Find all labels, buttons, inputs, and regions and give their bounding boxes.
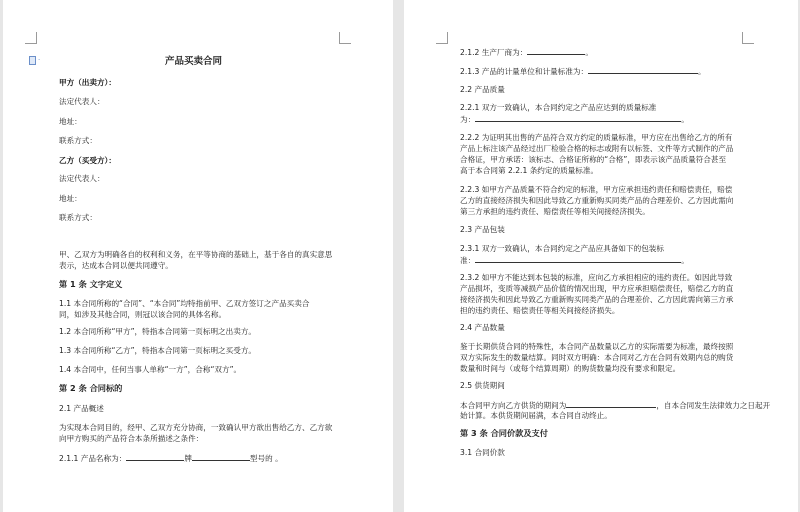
clause-text: 第三方承担的违约责任、赔偿责任等相关间接经济损失。 xyxy=(460,207,650,216)
more-icon[interactable]: · xyxy=(38,56,41,64)
section-heading: 2.2 产品质量 xyxy=(460,85,505,94)
section-heading: 2.3 产品包装 xyxy=(460,225,505,234)
supply-period-blank[interactable] xyxy=(566,399,656,408)
section-heading: 2.4 产品数量 xyxy=(460,323,505,332)
seller-contact: 联系方式： xyxy=(59,136,97,145)
product-name-label: 2.1.1 产品名称为： xyxy=(59,454,127,463)
model-label: 型号的 。 xyxy=(249,454,283,463)
clause-text: 1.1 本合同所称的“合同”、“本合同”均特指前甲、乙双方签订之产品买卖合 xyxy=(59,299,310,308)
document-page-1 xyxy=(3,0,393,512)
buyer-heading: 乙方（买受方）： xyxy=(59,156,116,165)
page-corner-mark xyxy=(339,32,351,44)
sentence-end: 。 xyxy=(681,115,689,124)
document-icon[interactable] xyxy=(29,56,36,65)
page-gap xyxy=(393,0,404,512)
manufacturer-line xyxy=(460,46,593,58)
brand-blank[interactable] xyxy=(192,452,250,461)
clause-text: 鉴于长期供货合同的特殊性，本合同产品数量以乙方的实际需要为标准，最终按照 xyxy=(460,342,734,351)
clause-text: 2.3.2 如甲方不能达到本包装的标准，应向乙方承担相应的违约责任。如因此导致 xyxy=(460,273,733,282)
clause-text: 2.2.3 如甲方产品质量不符合约定的标准，甲方应承担违约责任和赔偿责任，赔偿 xyxy=(460,185,733,194)
manufacturer-label: 2.1.2 生产厂商为： xyxy=(460,48,528,57)
seller-representative: 法定代表人： xyxy=(59,97,105,106)
clause-text: 为实现本合同目的，经甲、乙双方充分协商，一致确认甲方欲出售给乙方、乙方欲 xyxy=(59,423,333,432)
clause-text: 向甲方购买的产品符合本条所描述之条件： xyxy=(59,434,204,443)
quality-standard-blank[interactable] xyxy=(475,113,681,122)
page-corner-mark xyxy=(436,32,448,44)
page-corner-mark xyxy=(25,32,37,44)
section-heading: 3.1 合同价款 xyxy=(460,448,505,457)
clause-text: 合格证，甲方承诺：该标志、合格证所称的“合格”，即表示该产品质量符合甚至 xyxy=(460,155,727,164)
seller-address: 地址： xyxy=(59,117,82,126)
packaging-standard-blank[interactable] xyxy=(475,254,681,263)
product-name-blank[interactable] xyxy=(126,452,184,461)
section-heading: 2.1 产品概述 xyxy=(59,404,104,413)
quality-standard-label: 为： xyxy=(460,115,476,124)
clause-text: 高于本合同第 2.2.1 条约定的质量标准。 xyxy=(460,166,599,175)
section-heading: 2.5 供货期间 xyxy=(460,381,505,390)
contract-title: 产品买卖合同 xyxy=(165,56,223,67)
article-2-heading: 第 2 条 合同标的 xyxy=(59,383,123,393)
document-page-2 xyxy=(404,0,798,512)
clause-text: 数量和时间与（或每个结算周期）的购货数量均没有要求和限定。 xyxy=(460,364,681,373)
article-3-heading: 第 3 条 合同价款及支付 xyxy=(460,428,548,438)
buyer-contact: 联系方式： xyxy=(59,213,97,222)
sentence-end: 。 xyxy=(681,256,689,265)
brand-label: 牌 xyxy=(184,454,192,463)
buyer-representative: 法定代表人： xyxy=(59,174,105,183)
manufacturer-blank[interactable] xyxy=(527,46,585,55)
seller-heading: 甲方（出卖方）： xyxy=(59,78,116,87)
clause-text: 2.3.1 双方一致确认，本合同约定之产品应具备如下的包装标 xyxy=(460,244,664,253)
preamble-line: 表示，达成本合同以便共同遵守。 xyxy=(59,261,173,270)
quality-standard-line xyxy=(460,113,689,125)
clause-text: 同，如涉及其他合同，则冠以该合同的具体名称。 xyxy=(59,310,227,319)
clause-text: 产品上标注该产品经过出厂检验合格的标志或附有以标签、文件等方式制作的产品 xyxy=(460,144,734,153)
clause-text: 接经济损失和因此导致乙方重新购买同类产品的合理差价、乙方因此需向第三方承 xyxy=(460,295,734,304)
packaging-standard-line xyxy=(460,254,689,266)
product-name-line xyxy=(59,452,283,464)
clause-text: 担的违约责任、赔偿责任等相关间接经济损失。 xyxy=(460,306,620,315)
article-1-heading: 第 1 条 文字定义 xyxy=(59,279,123,289)
preamble-line: 甲、乙双方为明确各自的权利和义务，在平等协商的基础上，基于各自的真实意思 xyxy=(59,250,333,259)
clause-text: 乙方的直接经济损失和因此导致乙方重新购买同类产品的合理差价、乙方因此需向 xyxy=(460,196,734,205)
buyer-address: 地址： xyxy=(59,194,82,203)
clause-text: 2.2.1 双方一致确认，本合同约定之产品应达到的质量标准 xyxy=(460,103,657,112)
clause-text: 1.3 本合同所称“乙方”，特指本合同第一页标明之买受方。 xyxy=(59,346,257,355)
clause-text: 产品损坏，变质等减损产品价值的情况出现，甲方应承担赔偿责任，赔偿乙方的直 xyxy=(460,284,734,293)
supply-period-label: 本合同甲方向乙方供货的期间为 xyxy=(460,401,567,410)
clause-text: 2.2.2 为证明其出售的产品符合双方约定的质量标准，甲方应在出售给乙方的所有 xyxy=(460,133,733,142)
sentence-end: 。 xyxy=(698,67,706,76)
clause-text: 双方实际发生的数量结算。同时双方明确：本合同对乙方在合同有效期内总的购货 xyxy=(460,353,734,362)
clause-text: ，自本合同发生法律效力之日起开 xyxy=(656,401,771,410)
sentence-end: 。 xyxy=(585,48,593,57)
measurement-blank[interactable] xyxy=(588,65,698,74)
packaging-standard-label: 准： xyxy=(460,256,476,265)
clause-text: 始计算。本供货期间届满，本合同自动终止。 xyxy=(460,411,612,420)
measurement-label: 2.1.3 产品的计量单位和计量标准为： xyxy=(460,67,589,76)
page-corner-mark xyxy=(742,32,754,44)
measurement-line xyxy=(460,65,706,77)
clause-text: 1.2 本合同所称“甲方”，特指本合同第一页标明之出卖方。 xyxy=(59,327,257,336)
clause-text: 1.4 本合同中，任何当事人单称“一方”，合称“双方”。 xyxy=(59,365,242,374)
